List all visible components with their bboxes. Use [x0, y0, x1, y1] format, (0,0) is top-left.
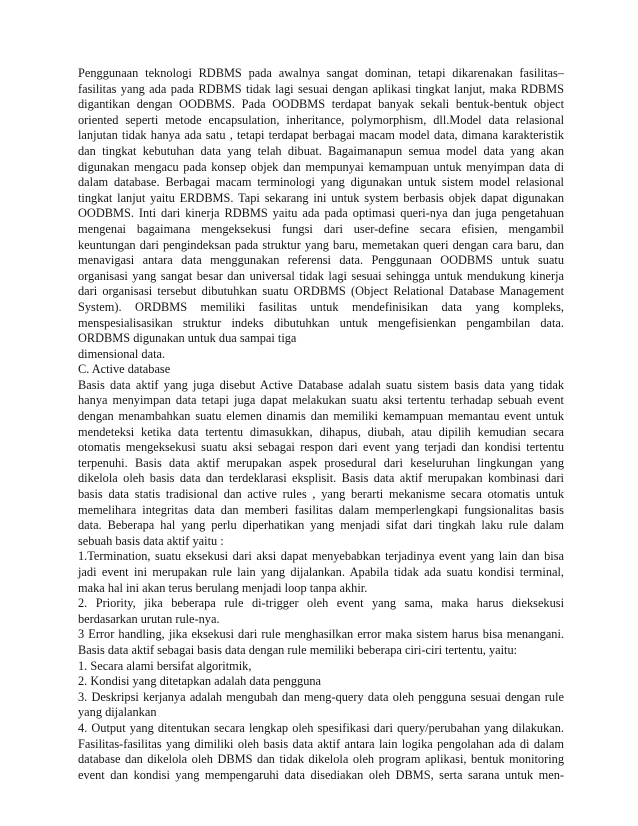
text-line: System). ORDBMS memiliki fasilitas untuk mendefinisikan data yang kompleks,	[78, 299, 564, 314]
text-line: jadi event ini merupakan rule lain yang dijalankan. Apabila tidak ada suatu kondisi terminal,	[78, 565, 564, 579]
text-line: digunakan mengacu pada konsep objek dan mempunyai kemampuan untuk menyimpan data di	[78, 159, 564, 174]
text-line: memelihara integritas data dan memberi fasilitas dalam memperlengkapi fungsionalitas basis	[78, 502, 564, 517]
text-line: sebuah basis data aktif yaitu :	[78, 533, 224, 548]
text-line: dan tingkat kebutuhan data yang telah dibuat. Bagaimanapun semua model data yang akan	[78, 143, 564, 158]
document-page	[78, 66, 564, 783]
text-line: berdasarkan urutan rule-nya.	[78, 611, 220, 626]
text-line: tingkat lanjut yaitu ERDBMS. Tapi sekarang ini untuk system berbasis objek dapat digunakan	[78, 190, 564, 205]
text-line: terpenuhi. Basis data aktif merupakan aspek prosedural dari keseluruhan lingkungan yang	[78, 455, 564, 470]
text-line: fasilitas yang ada pada RDBMS tidak lagi sesuai dengan aplikasi tingkat lanjut, maka RDBMS	[78, 81, 564, 96]
text-line: mengenai bagaimana mengeksekusi fungsi dari user-define secara efisien, mengambil	[78, 221, 564, 236]
text-line: data. Beberapa hal yang perlu diperhatikan yang menjadi sifat dari tingkah laku rule dalam	[78, 518, 564, 533]
text-line: ORDBMS digunakan untuk dua sampai tiga	[78, 331, 297, 346]
text-line: OODBMS. Inti dari kinerja RDBMS yaitu ada pada optimasi queri-nya dan juga pengetahuan	[78, 206, 564, 221]
text-line: dengan menambahkan suatu elemen dinamis dan memiliki kemampuan memantau event untuk	[78, 409, 564, 424]
text-line: dalam database. Berbagai macam terminologi yang digunakan untuk sistem model relasional	[78, 175, 564, 190]
text-line: 4. Output yang ditentukan secara lengkap oleh spesifikasi dari query/perubahan yang dilakukan.	[78, 720, 564, 735]
text-line: C. Active database	[78, 362, 171, 377]
text-line: 1.Termination, suatu eksekusi dari aksi dapat menyebabkan terjadinya event yang lain dan bisa	[78, 549, 564, 564]
text-line: otomatis mengeksekusi suatu aksi sebagai respon dari event yang terjadi dan kondisi tertentu	[78, 440, 564, 455]
text-line: organisasi yang sangat besar dan universal tidak lagi sesuai sehingga untuk mendukung kinerja	[78, 268, 564, 283]
text-line: lanjutan tidak hanya ada satu , tetapi terdapat berbagai macam model data, dimana karakteristik	[78, 128, 564, 143]
text-line: dari organisasi tersebut dibutuhkan suatu ORDBMS (Object Relational Database Management	[78, 284, 564, 299]
text-line: Penggunaan teknologi RDBMS pada awalnya sangat dominan, tetapi dikarenakan fasilitas–	[78, 66, 564, 80]
text-line: dikelola oleh basis data dan terdeklarasi eksplisit. Basis data aktif merupakan kombinasi dari	[78, 471, 564, 486]
text-line: hanya menyimpan data tetapi juga dapat melakukan suatu aksi tertentu terhadap sebuah event	[78, 393, 564, 408]
text-line: dimensional data.	[78, 346, 166, 361]
text-line: yang dijalankan	[78, 705, 157, 720]
text-line: 3 Error handling, jika eksekusi dari rule menghasilkan error maka sistem harus bisa menangani.	[78, 627, 564, 642]
text-line: 2. Kondisi yang ditetapkan adalah data pengguna	[78, 674, 322, 689]
text-line: Basis data aktif sebagai basis data dengan rule memiliki beberapa ciri-ciri tertentu, yaitu:	[78, 642, 518, 657]
text-line: 1. Secara alami bersifat algoritmik,	[78, 658, 252, 673]
text-line: 2. Priority, jika beberapa rule di-trigger oleh event yang sama, maka harus dieksekusi	[78, 596, 564, 611]
text-line: basis data statis tradisional dan active rules , yang berarti mekanisme secara otomatis untuk	[78, 487, 564, 502]
text-line: event dan kondisi yang mempengaruhi data disediakan oleh DBMS, serta sarana untuk men-	[78, 767, 564, 782]
text-line: maka hal ini akan terus berulang menjadi loop tanpa akhir.	[78, 580, 368, 595]
text-line: 3. Deskripsi kerjanya adalah mengubah dan meng-query data oleh pengguna sesuai dengan rule	[78, 689, 564, 704]
text-line: Fasilitas-fasilitas yang dimiliki oleh basis data aktif antara lain logika pengolahan ada di dalam	[78, 736, 564, 751]
text-line: menavigasi antara data menggunakan referensi data. Penggunaan OODBMS untuk suatu	[78, 253, 564, 268]
text-line: menspesialisasikan struktur indeks dibutuhkan untuk mengefisienkan pengambilan data.	[78, 315, 564, 330]
text-line: database dan dikelola oleh DBMS dan tidak dikelola oleh program aplikasi, bentuk monitoring	[78, 752, 564, 767]
text-line: keuntungan dari pengindeksan pada struktur yang baru, memetakan queri dengan cara baru, dan	[78, 237, 564, 252]
text-line: digantikan dengan OODBMS. Pada OODBMS terdapat banyak sekali bentuk-bentuk object	[78, 97, 564, 112]
text-line: oriented seperti metode encapsulation, inheritance, polymorphism, dll.Model data relasional	[78, 112, 564, 127]
text-line: Basis data aktif yang juga disebut Active Database adalah suatu sistem basis data yang tidak	[78, 377, 564, 392]
text-line: mendeteksi ketika data tertentu dimasukkan, dihapus, diubah, atau dipilih kemudian secara	[78, 424, 564, 439]
